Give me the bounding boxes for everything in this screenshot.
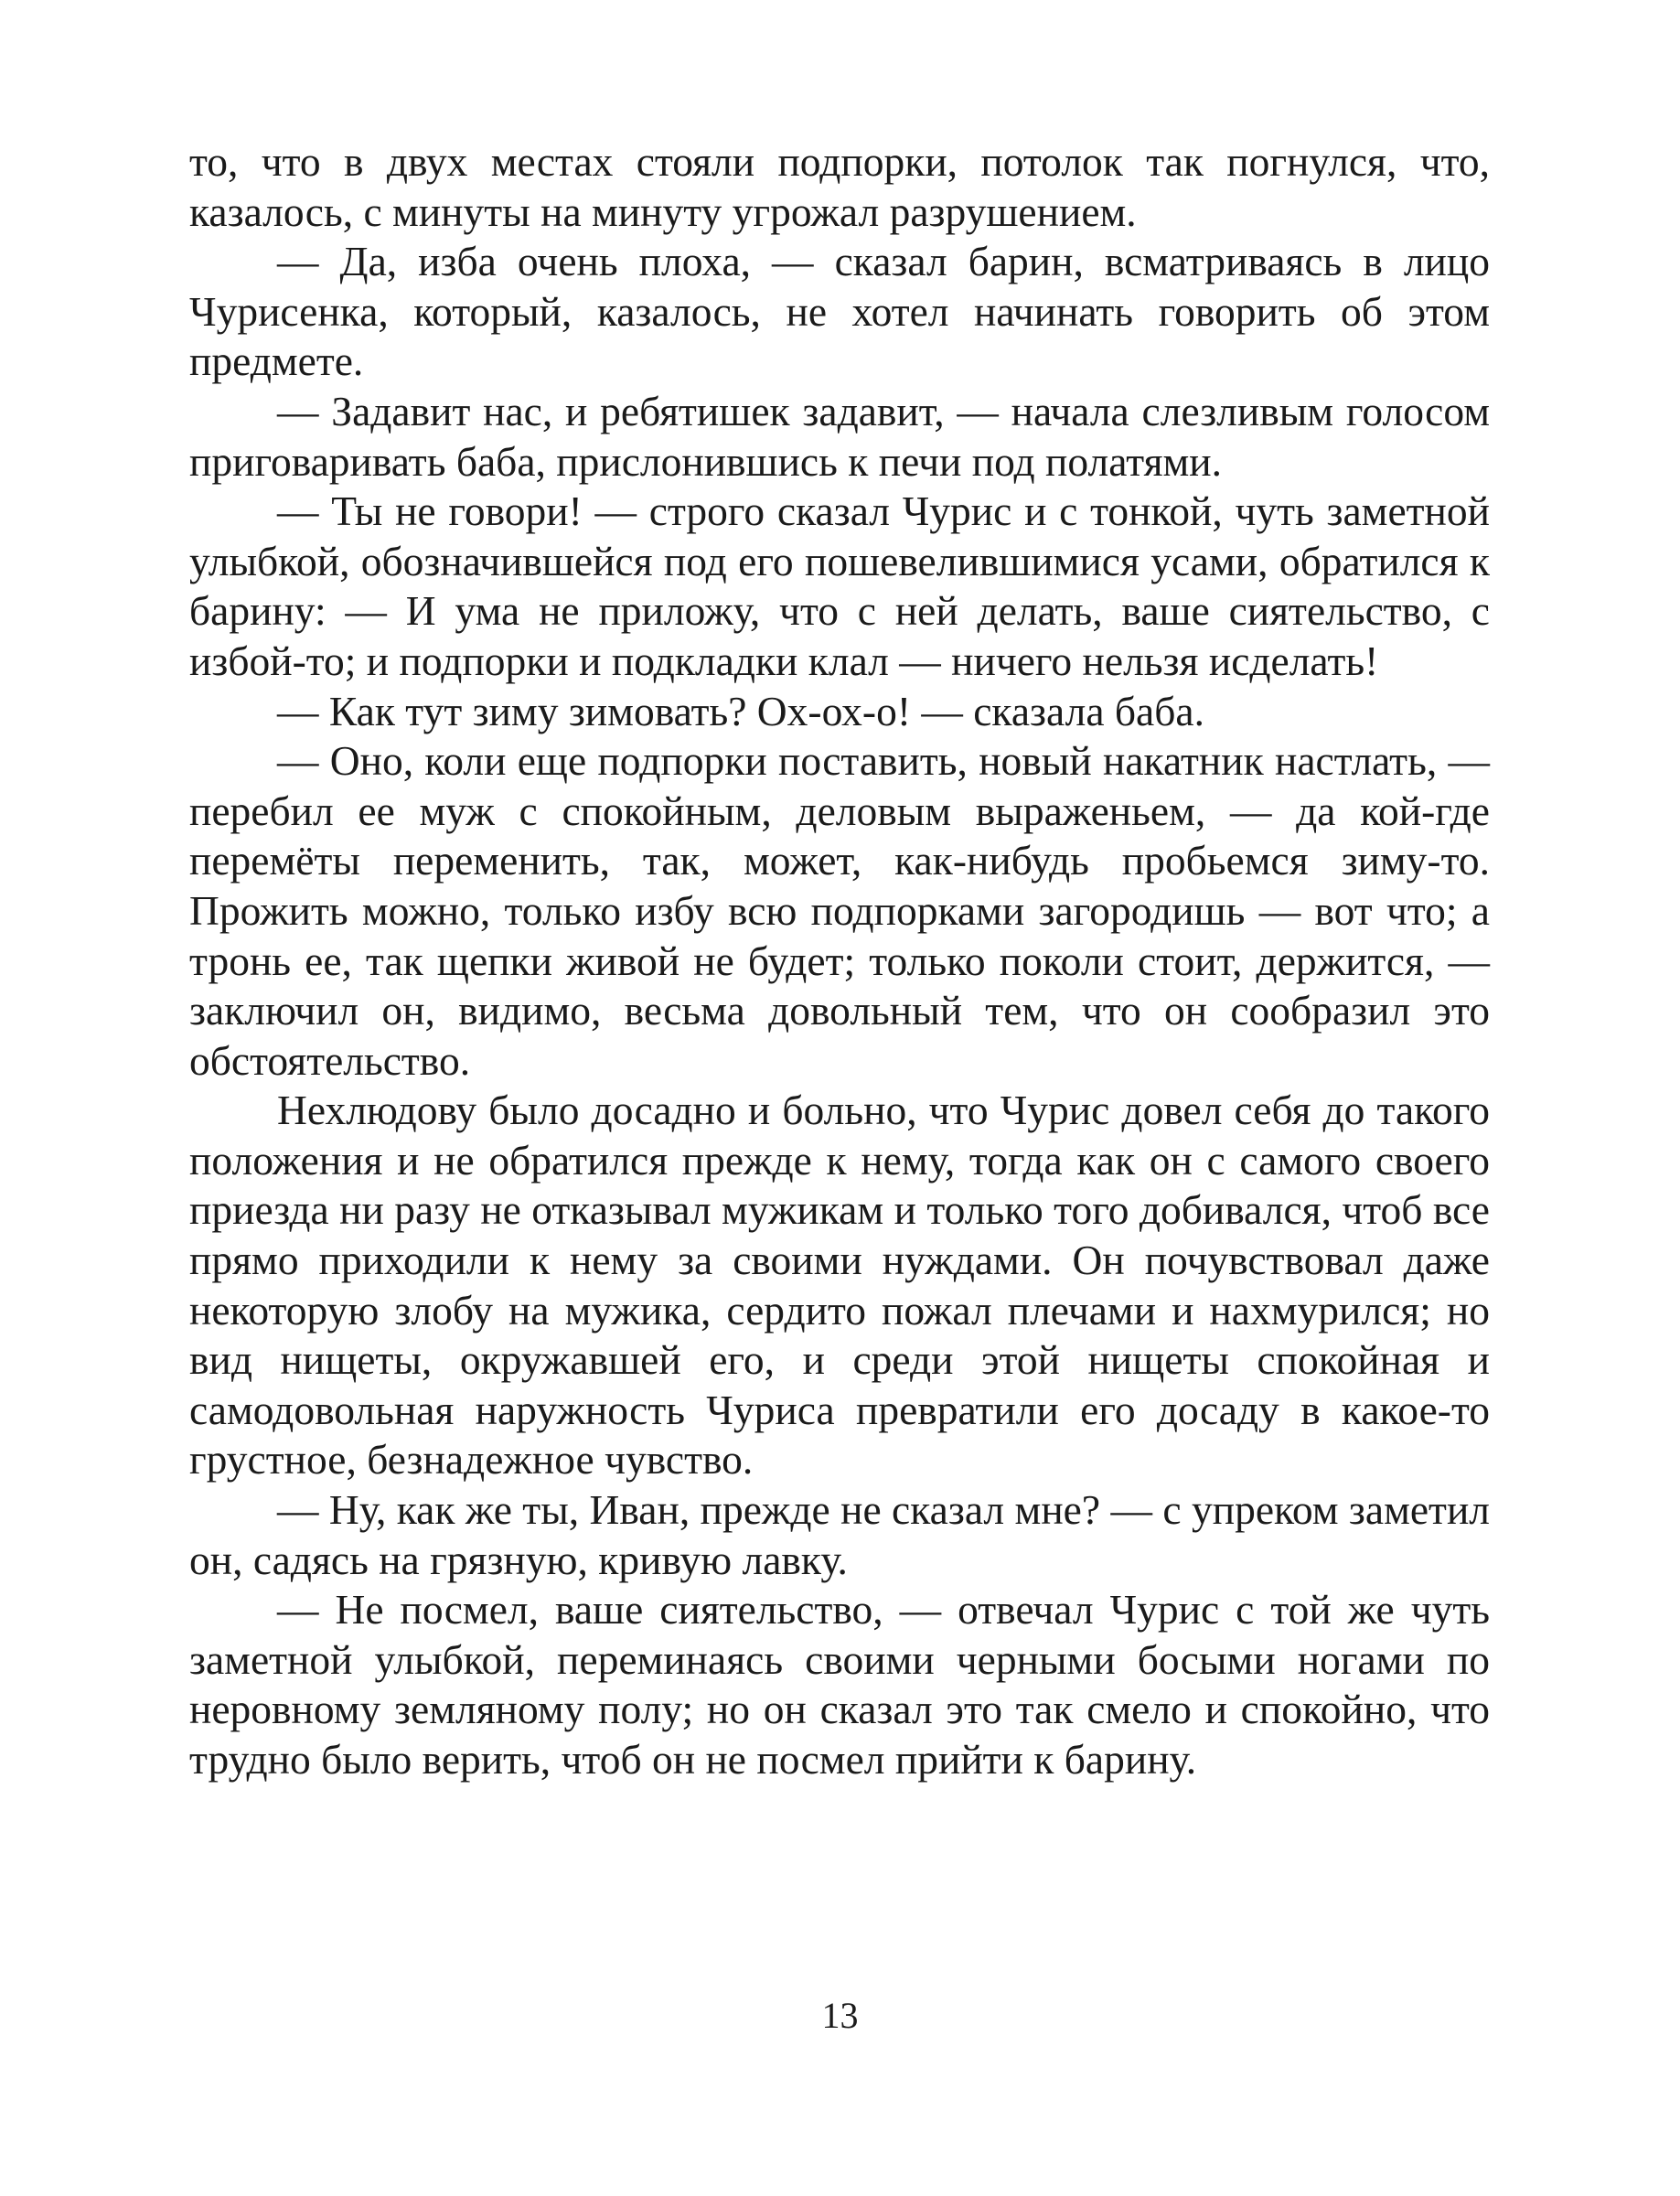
page-number: 13 bbox=[821, 1995, 859, 2036]
paragraph: — Как тут зиму зимовать? Ох-ох-о! — сказала баба. bbox=[277, 687, 1204, 734]
paragraph: — Ты не говори! — строго сказал Чурис и с тонкой, чуть заметной улыбкой, обозначившейся под его пошевелившимися усами, обратился к барину: — И ума не приложу, что с ней делать, ваше сиятельство, с избой-то; и подпорки и подкладки клал — ничего нельзя иcделать! bbox=[189, 487, 1490, 684]
body-text bbox=[189, 137, 1490, 1785]
paragraph: — Задавит нас, и ребятишек задавит, — начала слезливым голосом приговаривать баба, прислонившись к печи под полатями. bbox=[189, 387, 1490, 485]
paragraph: Нехлюдову было досадно и больно, что Чурис довел себя до такого положения и не обратился прежде к нему, тогда как он с самого своего приезда ни разу не отказывал мужикам и только того добивался, чтоб все прямо приходили к нему за своими нуждами. Он почувствовал даже некоторую злобу на мужика, сердито пожал плечами и нахмурился; но вид нищеты, окружавшей его, и среди этой нищеты спокойная и самодовольная наружность Чуриса превратили его досаду в какое-то грустное, безнадежное чувство. bbox=[189, 1087, 1490, 1484]
paragraph: — Оно, коли еще подпорки поставить, новый накатник настлать, — перебил ее муж с спокойным, деловым выраженьем, — да кой-где перемёты переменить, так, может, как-нибудь пробьемся зиму-то. Прожить можно, только избу всю подпорками загородишь — вот что; а тронь ее, так щепки живой не будет; только поколи стоит, держится, — заключил он, видимо, весьма довольный тем, что он сообразил это обстоятельство. bbox=[189, 737, 1490, 1084]
paragraph: — Да, изба очень плоха, — сказал барин, всматриваясь в лицо Чурисенка, который, казалось, не хотел начинать говорить об этом предмете. bbox=[189, 238, 1490, 385]
paragraph: — Ну, как же ты, Иван, прежде не сказал мне? — с упреком заметил он, садясь на грязную, кривую лавку. bbox=[189, 1486, 1490, 1583]
paragraph: то, что в двух местах стояли подпорки, потолок так погнулся, что, казалось, с минуты на минуту угрожал разрушением. bbox=[189, 138, 1490, 235]
paragraph: — Не посмел, ваше сиятельство, — отвечал Чурис с той же чуть заметной улыбкой, переминаясь своими черными босыми ногами по неровному земляному полу; но он сказал это так смело и спокойно, что трудно было верить, чтоб он не посмел прийти к барину. bbox=[189, 1586, 1490, 1783]
